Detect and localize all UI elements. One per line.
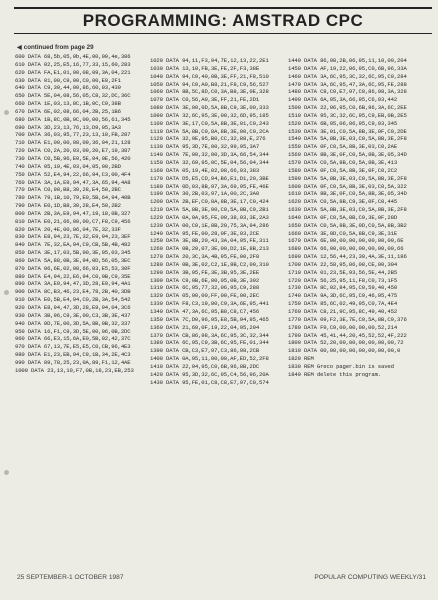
code-line: 1370 DATA CB,86,98,3A,6C,95,3C,32,344 xyxy=(150,331,269,339)
code-line: 950 DATA 16,F1,C9,3D,5E,00,06,0B,2DC xyxy=(15,327,131,335)
code-line: 960 DATA 66,E3,15,6A,E0,5B,02,42,37C xyxy=(15,335,131,343)
code-line: 850 DATA 3E,17,03,5B,00,3E,05,03,345 xyxy=(15,249,131,257)
code-line: 1220 DATA 0A,0A,95,FE,00,38,03,3E,2A3 xyxy=(150,213,269,221)
code-line: 1460 DATA 3A,6C,95,3C,32,6C,95,C9,284 xyxy=(288,72,407,80)
code-line: 810 DATA E0,21,66,00,00,C7,F8,C9,456 xyxy=(15,217,131,225)
code-line: 1020 DATA 94,11,F3,94,7E,12,13,22,2E1 xyxy=(150,57,269,64)
code-line: 1380 DATA 6C,95,C9,3B,6C,95,FE,01,344 xyxy=(150,339,269,347)
code-line: 1060 DATA 8B,5C,8D,C0,3A,B8,3E,0E,328 xyxy=(150,88,269,96)
code-line: 1270 DATA 20,3C,3A,4B,95,FE,00,2F8 xyxy=(150,253,260,261)
code-line: 1740 DATA 9A,3D,6C,95,C9,46,95,475 xyxy=(288,292,398,300)
code-line: 800 DATA 2B,3A,E9,94,47,19,18,0B,327 xyxy=(15,209,131,217)
code-line: 610 DATA 02,25,E5,16,77,33,15,60,283 xyxy=(15,60,131,68)
code-line: 1640 DATA 0F,C0,5A,8B,C9,3E,0F,28D xyxy=(288,213,398,221)
code-line: 1210 DATA 5A,8B,3E,00,C0,5A,8B,C9,2B1 xyxy=(150,206,269,214)
code-line: 1580 DATA 0F,C0,5A,8B,3E,0F,C0,2C2 xyxy=(288,166,398,174)
code-line: 1570 DATA C0,5A,8B,C0,5A,8B,3E,413 xyxy=(288,158,398,166)
code-line: 1780 DATA F9,C9,00,00,00,00,52,214 xyxy=(288,323,398,331)
code-line: 1350 DATA 7C,D0,96,95,E8,5B,94,95,465 xyxy=(150,315,269,323)
code-line: 1810 DATA 00,00,00,00,00,00,00,00,0 xyxy=(288,347,401,355)
issue-date: 25 SEPTEMBER-1 OCTOBER 1987 xyxy=(17,574,124,581)
code-line: 1160 DATA 05,19,4E,02,08,66,03,383 xyxy=(150,166,260,174)
code-line: 830 DATA E8,94,23,7E,32,E9,94,23,3EF xyxy=(15,233,131,241)
code-line: 1140 DATA 7E,00,32,00,3D,3A,66,54,344 xyxy=(150,151,269,159)
code-line: 1770 DATA 09,F2,3E,7E,C0,5A,8B,C9,376 xyxy=(288,315,407,323)
code-line: 1520 DATA 6B,95,06,06,95,C9,03,345 xyxy=(288,119,398,127)
code-line: 1120 DATA 32,0E,95,B0,CC,32,88,E,276 xyxy=(150,135,266,143)
code-line: 730 DATA C0,5B,96,E0,5E,04,0E,56,420 xyxy=(15,154,131,162)
code-line: 1730 DATA 8C,02,84,95,C0,59,40,450 xyxy=(288,284,398,292)
code-line: 840 DATA 7E,32,EA,94,C9,CB,5B,4B,482 xyxy=(15,241,131,249)
code-line: 1660 DATA 3E,0D,C0,5A,8B,C9,3E,31E xyxy=(288,229,398,237)
continued-text: continued from page 29 xyxy=(23,44,94,51)
code-line: 1430 DATA 95,FE,01,C8,C8,E7,97,C0,574 xyxy=(150,378,269,386)
code-line: 1280 DATA 0B,3E,02,C2,1E,8B,C2,00,310 xyxy=(150,260,269,268)
code-line: 1510 DATA 95,3C,32,6C,95,C9,EB,0B,2E5 xyxy=(288,111,407,119)
page-title: PROGRAMMING: AMSTRAD CPC xyxy=(82,11,364,30)
code-line: 1340 DATA 47,3A,6C,95,B8,C8,C7,456 xyxy=(150,308,260,315)
code-line: 970 DATA 67,13,7E,E5,E5,C0,CB,96,4E3 xyxy=(15,343,131,351)
code-line: 1300 DATA C9,0B,6E,00,05,0B,3E,392 xyxy=(150,276,260,284)
code-line: 1080 DATA 3E,00,0D,5A,8B,C9,3E,00,333 xyxy=(150,104,269,112)
code-line: 1680 DATA 66,00,00,00,00,00,00,00,66 xyxy=(288,245,404,253)
code-line: 1170 DATA D5,E5,CD,94,B6,E1,D1,20,3BE xyxy=(150,174,269,182)
code-line: 1760 DATA C8,21,9C,95,8C,49,40,452 xyxy=(288,308,398,315)
code-line: 600 DATA 68,5b,05,0b,4E,00,00,4e,386 xyxy=(15,53,131,60)
code-line: 1820 REM xyxy=(288,355,314,363)
code-line: 1230 DATA 00,C0,1E,8B,20,75,3A,94,286 xyxy=(150,221,269,229)
code-line: 690 DATA 3D,23,13,76,13,D9,05,3A3 xyxy=(15,123,121,131)
code-line: 710 DATA E1,00,00,08,09,36,04,21,128 xyxy=(15,139,131,147)
code-line: 1410 DATA 22,04,95,C0,6B,96,8B,2DC xyxy=(150,362,260,370)
code-line: 1540 DATA 5A,8B,3E,03,C0,5A,8B,3E,2F8 xyxy=(288,135,407,143)
code-line: 680 DATA 1B,8C,0B,9C,00,00,56,61,345 xyxy=(15,115,131,123)
code-line: 640 DATA C9,30,44,00,86,60,03,439 xyxy=(15,84,121,92)
code-line: 1470 DATA 3A,6C,95,47,3A,6C,95,FE,288 xyxy=(288,80,407,88)
code-line: 1710 DATA 01,23,5E,93,56,5E,44,2B5 xyxy=(288,268,398,276)
code-line: 990 DATA 89,78,25,23,0A,89,F1,12,4AE xyxy=(15,358,131,366)
code-line: 1040 DATA 94,C0,40,0B,3E,FF,21,F8,510 xyxy=(150,72,269,80)
code-line: 1390 DATA CB,C3,E7,97,C3,86,98,2CB xyxy=(150,347,260,355)
code-line: 1090 DATA 32,6C,95,3E,00,32,6D,95,185 xyxy=(150,111,269,119)
code-line: 1070 DATA C0,56,A0,3E,FF,21,FE,2D1 xyxy=(150,96,260,104)
code-line: 820 DATA 20,4E,00,06,04,7E,32,33F xyxy=(15,225,121,233)
code-line: 1440 DATA 86,98,2B,06,95,11,10,00,204 xyxy=(288,57,407,64)
code-line: 720 DATA C0,2A,20,03,09,20,E7,19,387 xyxy=(15,147,131,155)
page-footer xyxy=(14,574,430,584)
code-line: 880 DATA E4,94,22,E6,94,C0,0B,C9,35E xyxy=(15,272,131,280)
listing-column-1 xyxy=(15,53,143,375)
code-line: 750 DATA 52,E4,94,22,66,94,C3,00,4F4 xyxy=(15,170,131,178)
code-line: 930 DATA 3B,96,C9,3E,00,C3,3B,3E,437 xyxy=(15,311,131,319)
code-line: 1100 DATA 3E,17,C0,5A,8B,3E,01,C0,243 xyxy=(150,119,269,127)
listing-column-2 xyxy=(150,57,280,386)
code-line: 1720 DATA 56,25,95,11,F8,C0,73,1F5 xyxy=(288,276,398,284)
code-line: 1030 DATA 13,10,FB,3E,FE,2F,F3,38E xyxy=(150,64,260,72)
code-line: 1690 DATA 12,56,44,23,30,4A,3E,11,186 xyxy=(288,253,407,261)
code-line: 1250 DATA 3E,8B,20,43,3A,04,95,FE,311 xyxy=(150,237,269,245)
continued-note xyxy=(17,44,94,51)
code-line: 1490 DATA 6A,95,3A,66,95,C6,03,442 xyxy=(288,96,398,104)
code-line: 1110 DATA 5A,8B,C0,8A,8B,3E,00,C0,2CA xyxy=(150,127,269,135)
code-line: 1290 DATA 3B,95,FE,3E,3B,95,3E,2EE xyxy=(150,268,260,276)
code-line: 1500 DATA 22,06,95,C0,6B,96,3A,6C,2EE xyxy=(288,104,407,112)
code-line: 1000 DATA 23,13,10,F7,0B,18,23,EB,253 xyxy=(15,366,134,374)
code-line: 1320 DATA 05,00,00,FF,00,FE,00,2EC xyxy=(150,292,260,300)
code-line: 1840 REM delete this program. xyxy=(288,370,381,378)
code-line: 1050 DATA 94,C0,A0,B8,21,F8,C9,56,527 xyxy=(150,80,269,88)
code-line: 790 DATA E0,1D,B8,30,28,E4,50,2B2 xyxy=(15,202,121,210)
code-line: 1450 DATA AF,19,22,06,95,C0,6B,96,33A xyxy=(288,64,407,72)
code-line: 630 DATA 01,00,C9,00,C0,00,E9,2F1 xyxy=(15,76,121,84)
code-line: 770 DATA C0,90,B8,30,28,E4,50,2BC xyxy=(15,186,121,194)
code-line: 1560 DATA 8B,3E,0F,C0,5A,8B,3E,05,34D xyxy=(288,151,407,159)
code-line: 700 DATA 36,03,95,77,23,13,10,FB,287 xyxy=(15,131,131,139)
code-line: 870 DATA 06,6E,02,08,66,03,E5,53,30F xyxy=(15,264,131,272)
code-line: 900 DATA 8C,B3,46,23,E4,78,2B,40,3DB xyxy=(15,288,131,296)
code-line: 1480 DATA C8,C0,E7,97,C0,86,98,3A,328 xyxy=(288,88,407,96)
code-line: 1630 DATA 5A,8B,3E,03,C0,5A,8B,3E,2F8 xyxy=(288,206,407,214)
code-line: 1130 DATA 95,3D,7E,00,32,99,95,3A7 xyxy=(150,143,260,151)
code-line: 1610 DATA 8B,3E,0F,C0,5A,8B,3E,05,34D xyxy=(288,190,407,198)
code-line: 620 DATA FA,E1,01,00,08,09,3A,04,221 xyxy=(15,68,131,76)
code-line: 1700 DATA 22,58,95,06,08,CE,00,304 xyxy=(288,260,398,268)
code-line: 740 DATA 05,19,4E,03,04,05,00,2BD xyxy=(15,162,121,170)
code-line: 1360 DATA 21,60,0F,19,22,04,95,204 xyxy=(150,323,260,331)
listing-column-3 xyxy=(288,57,430,379)
code-line: 670 DATA 6E,02,08,66,04,2B,25,1B6 xyxy=(15,107,121,115)
code-line: 1180 DATA 0D,03,8B,97,3A,69,95,FE,46E xyxy=(150,182,269,190)
code-line: 860 DATA 5A,88,0B,3E,94,0D,56,05,3EC xyxy=(15,256,131,264)
code-line: 1240 DATA 95,FE,00,28,0F,3E,03,2CE xyxy=(150,229,260,237)
code-line: 1750 DATA 85,6C,02,49,95,C0,7A,4E4 xyxy=(288,300,398,308)
code-line: 1330 DATA F8,C3,19,80,C9,3A,6E,95,441 xyxy=(150,300,269,308)
code-line: 1400 DATA 0A,95,11,00,00,AF,ED,52,2F8 xyxy=(150,355,269,363)
code-line: 920 DATA E8,94,47,3D,28,E9,94,04,3C6 xyxy=(15,304,131,311)
code-line: 1590 DATA 5A,8B,3E,03,C0,5A,8B,3E,2F8 xyxy=(288,174,407,182)
code-line: 940 DATA 0D,7E,00,3D,5A,8B,0B,32,337 xyxy=(15,319,131,327)
code-line: 660 DATA 1E,03,13,8C,1B,0C,C9,38B xyxy=(15,100,121,108)
code-line: 1550 DATA 0F,C0,5A,8B,3E,03,C0,2AE xyxy=(288,143,398,151)
code-line: 1190 DATA 30,2B,03,97,1A,00,2C,3A0 xyxy=(150,190,260,198)
code-line: 1790 DATA 45,41,44,20,45,52,52,4F,222 xyxy=(288,331,407,339)
page-number: POPULAR COMPUTING WEEKLY/31 xyxy=(314,574,426,581)
code-line: 1310 DATA 6C,95,77,32,06,95,C9,288 xyxy=(150,284,260,292)
code-line: 1830 REM Greco pager.bin is saved xyxy=(288,362,394,370)
code-line: 1420 DATA 95,3D,32,6C,95,C4,56,96,20A xyxy=(150,370,269,378)
code-line: 1650 DATA C0,5A,8B,3E,0D,C0,5A,8B,3B2 xyxy=(288,221,407,229)
section-header xyxy=(14,7,432,34)
code-line: 890 DATA 3A,E9,94,47,3D,28,E9,94,4A1 xyxy=(15,280,131,288)
code-line: 1260 DATA 0B,20,07,3E,00,D2,1E,8B,213 xyxy=(150,245,269,253)
code-line: 1670 DATA 6E,00,00,00,00,00,00,00,6E xyxy=(288,237,404,245)
code-line: 910 DATA E0,5B,E4,94,C0,2B,3A,54,542 xyxy=(15,296,131,304)
code-line: 650 DATA 5E,04,08,56,05,C8,32,DC,36C xyxy=(15,92,131,100)
code-line: 1600 DATA 0F,C0,5A,8B,3E,03,C0,5A,322 xyxy=(288,182,407,190)
code-line: 1530 DATA 3E,01,C0,5A,8B,3E,0F,C0,2DE xyxy=(288,127,407,135)
code-line: 980 DATA E1,23,EB,94,C9,1B,34,2E,4C3 xyxy=(15,351,131,359)
left-arrow-icon: ◀ xyxy=(17,44,22,51)
code-line: 780 DATA 79,1B,10,79,E0,5B,64,94,40B xyxy=(15,194,131,202)
code-line: 1800 DATA 52,20,00,00,00,00,00,00,72 xyxy=(288,339,404,347)
code-line: 1620 DATA C0,5A,8B,C9,3E,0F,C0,445 xyxy=(288,198,398,206)
code-line: 1150 DATA 32,69,95,0C,5E,04,56,04,344 xyxy=(150,158,269,166)
code-line: 1200 DATA 2B,EF,C0,8A,8B,3E,17,C0,424 xyxy=(150,198,269,206)
code-line: 760 DATA 3A,1A,E9,94,47,3A,65,94,4A8 xyxy=(15,178,131,186)
